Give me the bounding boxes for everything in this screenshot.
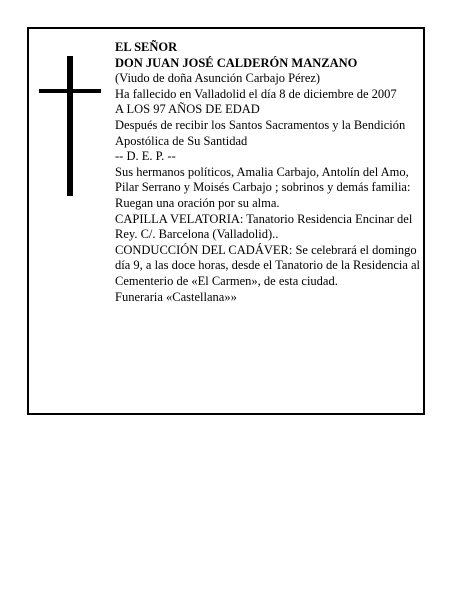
widower-note: (Viudo de doña Asunción Carbajo Pérez) [115,71,321,86]
prayer-request: Ruegan una oración por su alma. [115,195,280,210]
cross-horizontal-bar [39,89,101,93]
notice-title: EL SEÑOR [115,40,178,54]
funeral-home: Funeraria «Castellana»» [115,289,237,304]
sacraments-line: Después de recibir los Santos Sacramentos y la Bendición Apostólica de Su Santidad [115,117,406,148]
notice-text [115,40,427,305]
funeral-procession: CONDUCCIÓN DEL CADÁVER: Se celebrará el domingo día 9, a las doce horas, desde el Tanatorio de la Residencia al Cementerio de «El Carmen», de esta ciudad. [115,242,421,288]
rip-line: -- D. E. P. -- [115,149,176,164]
age-line: A LOS 97 AÑOS DE EDAD [115,102,260,117]
family-line: Sus hermanos políticos, Amalia Carbajo, Antolín del Amo, Pilar Serrano y Moisés Carbajo ; sobrinos y demás familia: [115,164,411,195]
death-info: Ha fallecido en Valladolid el día 8 de diciembre de 2007 [115,86,397,101]
deceased-name: DON JUAN JOSÉ CALDERÓN MANZANO [115,55,358,70]
chapel-info: CAPILLA VELATORIA: Tanatorio Residencia Encinar del Rey. C/. Barcelona (Valladolid).. [115,211,413,242]
obituary-notice [27,27,425,415]
cross-vertical-bar [67,56,73,196]
